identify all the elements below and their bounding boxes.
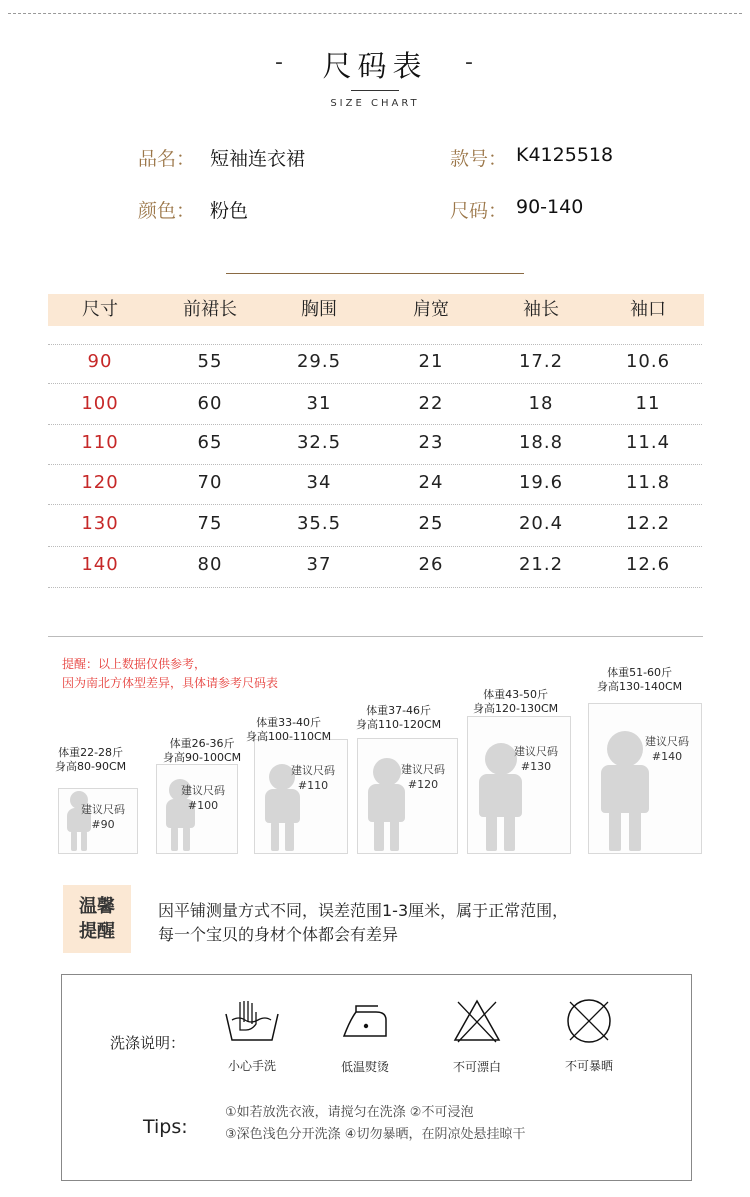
measurement-cell: 35.5 (296, 513, 342, 534)
row-divider (48, 424, 702, 425)
row-divider (48, 383, 702, 384)
size-cell: 100 (81, 393, 119, 414)
suggest-label: 建议尺码 (401, 763, 445, 776)
warm-tip-badge (63, 885, 131, 953)
size-guide-card (357, 738, 458, 854)
size-guide-meta (356, 704, 441, 732)
weight-range: 体重22-28斤 (58, 746, 124, 759)
reminder-line-2: 因为南北方体型差异，具体请参考尺码表 (62, 676, 279, 690)
size-guide-card (467, 716, 571, 854)
size-guide-meta (246, 716, 331, 744)
measurement-cell: 11.8 (625, 472, 671, 493)
tips-label: Tips: (143, 1116, 188, 1138)
no-bleach-icon (452, 998, 502, 1044)
column-header: 肩宽 (413, 299, 449, 320)
measurement-cell: 21 (418, 351, 444, 372)
suggest-label: 建议尺码 (645, 735, 689, 748)
size-cell: 110 (81, 432, 119, 453)
size-guide-card (58, 788, 138, 854)
size-guide-card (254, 739, 348, 854)
suggest-size: #100 (187, 799, 219, 812)
warm-tip-text-2: 每一个宝贝的身材个体都会有差异 (158, 925, 399, 944)
low-iron-caption: 低温熨烫 (340, 1060, 389, 1074)
measurement-cell: 75 (197, 513, 223, 534)
no-tumble-dry-icon (564, 996, 614, 1046)
title-dash-right: - (465, 50, 473, 75)
section-divider (226, 273, 524, 274)
title-underline (351, 90, 399, 91)
measurement-cell: 80 (197, 554, 223, 575)
measurement-cell: 20.4 (518, 513, 564, 534)
size-guide-card (156, 764, 238, 854)
tips-line-2: ③深色浅色分开洗涤 ④切勿暴晒，在阴凉处悬挂晾干 (225, 1127, 526, 1142)
measurement-cell: 12.6 (625, 554, 671, 575)
top-dashed-divider (8, 13, 742, 14)
product-name-value: 短袖连衣裙 (210, 148, 306, 170)
page-title: 尺码表 (322, 49, 428, 83)
hand-wash-icon (222, 1000, 282, 1044)
size-guide-meta (55, 746, 126, 774)
measurement-cell: 12.2 (625, 513, 671, 534)
suggest-label: 建议尺码 (291, 764, 335, 777)
reminder-line-1: 提醒：以上数据仅供参考， (62, 657, 207, 671)
measurement-cell: 32.5 (296, 432, 342, 453)
table-bottom-divider (48, 636, 703, 637)
size-cell: 130 (81, 513, 119, 534)
suggest-size: #120 (407, 778, 439, 791)
suggest-label: 建议尺码 (514, 745, 558, 758)
measurement-cell: 11.4 (625, 432, 671, 453)
row-divider (48, 344, 702, 345)
measurement-cell: 11 (635, 393, 661, 414)
row-divider (48, 464, 702, 465)
measurement-cell: 19.6 (518, 472, 564, 493)
style-number-value: K4125518 (516, 144, 614, 166)
suggest-size: #130 (520, 760, 552, 773)
column-header: 胸围 (301, 299, 337, 320)
measurement-cell: 18 (528, 393, 554, 414)
column-header: 尺寸 (82, 299, 118, 320)
hand-wash-caption: 小心手洗 (227, 1059, 276, 1073)
column-header: 袖长 (523, 299, 559, 320)
no-bleach-caption: 不可漂白 (452, 1060, 501, 1074)
height-range: 身高100-110CM (246, 730, 332, 743)
weight-range: 体重43-50斤 (483, 688, 549, 701)
size-cell: 90 (87, 351, 113, 372)
measurement-cell: 10.6 (625, 351, 671, 372)
measurement-cell: 29.5 (296, 351, 342, 372)
suggest-size: #110 (297, 779, 329, 792)
tips-line-1: ①如若放洗衣液，请搅匀在洗涤 ②不可浸泡 (225, 1105, 474, 1120)
low-iron-icon (340, 1002, 390, 1042)
size-range-value: 90-140 (516, 196, 584, 218)
measurement-cell: 17.2 (518, 351, 564, 372)
measurement-cell: 22 (418, 393, 444, 414)
suggest-label: 建议尺码 (181, 784, 225, 797)
weight-range: 体重51-60斤 (607, 666, 673, 679)
measurement-cell: 26 (418, 554, 444, 575)
height-range: 身高80-90CM (55, 760, 127, 773)
size-cell: 140 (81, 554, 119, 575)
column-header: 前裙长 (183, 299, 237, 320)
color-value: 粉色 (210, 200, 249, 222)
height-range: 身高110-120CM (356, 718, 442, 731)
measurement-cell: 60 (197, 393, 223, 414)
size-guide-meta (163, 737, 241, 765)
measurement-cell: 21.2 (518, 554, 564, 575)
suggest-label: 建议尺码 (81, 803, 125, 816)
warm-tip-title-2: 提醒 (79, 921, 115, 942)
measurement-cell: 34 (306, 472, 332, 493)
measurement-cell: 55 (197, 351, 223, 372)
page-subtitle: SIZE CHART (330, 98, 420, 109)
measurement-cell: 18.8 (518, 432, 564, 453)
weight-range: 体重33-40斤 (256, 716, 322, 729)
height-range: 身高90-100CM (163, 751, 242, 764)
title-dash-left: - (275, 50, 283, 75)
color-label: 颜色： (138, 200, 196, 222)
warm-tip-title-1: 温馨 (79, 896, 115, 917)
height-range: 身高120-130CM (473, 702, 559, 715)
wash-label: 洗涤说明： (110, 1034, 186, 1052)
size-range-label: 尺码： (450, 200, 508, 222)
row-divider (48, 504, 702, 505)
column-header: 袖口 (630, 299, 666, 320)
measurement-cell: 23 (418, 432, 444, 453)
style-number-label: 款号： (450, 148, 508, 170)
height-range: 身高130-140CM (597, 680, 683, 693)
measurement-cell: 24 (418, 472, 444, 493)
product-name-label: 品名： (138, 148, 196, 170)
measurement-cell: 25 (418, 513, 444, 534)
row-divider (48, 587, 702, 588)
suggest-size: #90 (91, 818, 115, 831)
row-divider (48, 546, 702, 547)
measurement-cell: 70 (197, 472, 223, 493)
weight-range: 体重26-36斤 (169, 737, 235, 750)
measurement-cell: 65 (197, 432, 223, 453)
no-tumble-dry-caption: 不可暴晒 (564, 1059, 613, 1073)
size-guide-meta (473, 688, 558, 716)
size-guide-card (588, 703, 702, 854)
suggest-size: #140 (651, 750, 683, 763)
measurement-cell: 37 (306, 554, 332, 575)
size-guide-meta (597, 666, 682, 694)
warm-tip-text-1: 因平铺测量方式不同，误差范围1-3厘米，属于正常范围， (158, 901, 569, 920)
size-cell: 120 (81, 472, 119, 493)
weight-range: 体重37-46斤 (366, 704, 432, 717)
measurement-cell: 31 (306, 393, 332, 414)
